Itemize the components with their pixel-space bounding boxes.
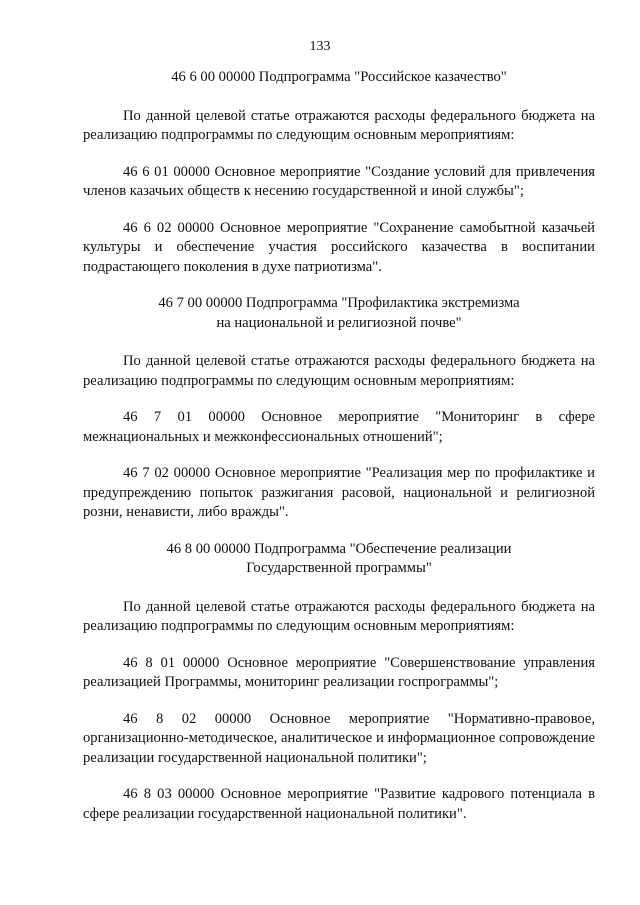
paragraph: По данной целевой статье отражаются расходы федерального бюджета на реализацию подпрограммы по следующим основным мероприятиям: xyxy=(83,107,595,143)
heading-line: 46 7 00 00000 Подпрограмма "Профилактика экстремизма xyxy=(158,295,520,311)
paragraph: 46 7 01 00000 Основное мероприятие "Мониторинг в сфере межнациональных и межконфессиональных отношений"; xyxy=(83,409,595,445)
page-number: 133 xyxy=(309,39,331,54)
document-body xyxy=(83,68,595,824)
paragraph: По данной целевой статье отражаются расходы федерального бюджета на реализацию подпрограммы по следующим основным мероприятиям: xyxy=(83,598,595,634)
paragraph: 46 8 03 00000 Основное мероприятие "Развитие кадрового потенциала в сфере реализации государственной национальной политики". xyxy=(83,786,595,822)
paragraph: 46 6 01 00000 Основное мероприятие "Создание условий для привлечения членов казачьих обществ к несению государственной и иной службы"; xyxy=(83,163,595,199)
heading-line: Государственной программы" xyxy=(246,560,432,576)
heading-line: 46 6 00 00000 Подпрограмма "Российское казачество" xyxy=(171,69,507,85)
section-heading xyxy=(83,294,595,333)
heading-line: на национальной и религиозной почве" xyxy=(216,314,462,331)
paragraph: 46 8 02 00000 Основное мероприятие "Нормативно-правовое, организационно-методическое, аналитическое и информационное сопровождение реализации государственной национальной политики"; xyxy=(83,710,595,766)
section-heading xyxy=(83,68,595,88)
paragraph: По данной целевой статье отражаются расходы федерального бюджета на реализацию подпрограммы по следующим основным мероприятиям: xyxy=(83,353,595,389)
paragraph: 46 6 02 00000 Основное мероприятие "Сохранение самобытной казачьей культуры и обеспечение участия российского казачества в воспитании подрастающего поколения в духе патриотизма". xyxy=(83,219,595,275)
paragraph: 46 7 02 00000 Основное мероприятие "Реализация мер по профилактике и предупреждению попыток разжигания расовой, национальной и религиозной розни, ненависти, либо вражды". xyxy=(83,465,595,520)
paragraph: 46 8 01 00000 Основное мероприятие "Совершенствование управления реализацией Программы, мониторинг реализации госпрограммы"; xyxy=(83,654,595,690)
section-heading xyxy=(83,540,595,579)
heading-line: 46 8 00 00000 Подпрограмма "Обеспечение реализации xyxy=(166,540,512,557)
